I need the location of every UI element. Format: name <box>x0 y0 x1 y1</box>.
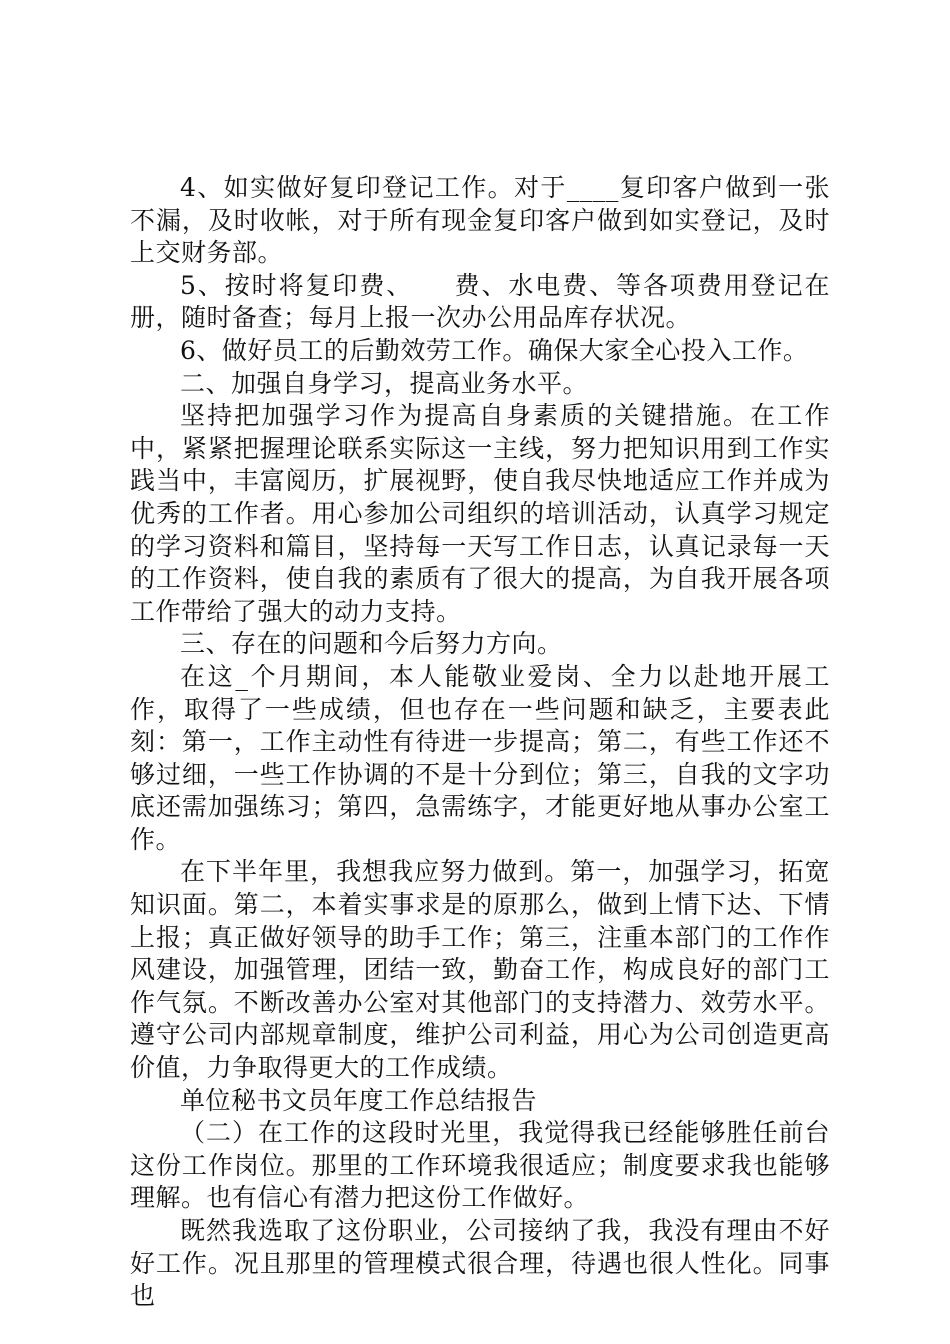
section-heading-2: 二、加强自身学习，提高业务水平。 <box>180 368 589 398</box>
paragraph-career-choice: 既然我选取了这份职业，公司接纳了我，我没有理由不好好工作。况且那里的管理模式很合理，待遇也很人性化。同事也 <box>130 1216 830 1311</box>
section-heading-3: 三、存在的问题和今后努力方向。 <box>180 629 563 659</box>
paragraph-part-2-intro: （二）在工作的这段时光里，我觉得我已经能够胜任前台这份工作岗位。那里的工作环境我很适应；制度要求我也能够理解。也有信心有潜力把这份工作做好。 <box>130 1118 830 1213</box>
paragraph-next-half-year: 在下半年里，我想我应努力做到。第一，加强学习，拓宽知识面。第二，本着实事求是的原那么，做到上情下达、下情上报；真正做好领导的助手工作；第三，注重本部门的工作作风建设，加强管理，团结一致，勤奋工作，构成良好的部门工作气氛。不断改善办公室对其他部门的支持潜力、效劳水平。遵守公司内部规章制度，维护公司利益，用心为公司创造更高价值，力争取得更大的工作成绩。 <box>130 857 830 1083</box>
paragraph-item-4-copy-registration: 4、如实做好复印登记工作。对于____复印客户做到一张不漏，及时收帐，对于所有现金复印客户做到如实登记，及时上交财务部。 <box>130 173 830 268</box>
report-title: 单位秘书文员年度工作总结报告 <box>180 1085 538 1115</box>
paragraph-item-5-fee-registration: 5、按时将复印费、 费、水电费、等各项费用登记在册，随时备查；每月上报一次办公用品库存状况。 <box>130 270 830 333</box>
paragraph-item-6-logistics: 6、做好员工的后勤效劳工作。确保大家全心投入工作。 <box>180 335 809 365</box>
document-body <box>130 172 830 1313</box>
paragraph-problems: 在这_个月期间，本人能敬业爱岗、全力以赴地开展工作，取得了一些成绩，但也存在一些问题和缺乏，主要表此刻：第一，工作主动性有待进一步提高；第二，有些工作还不够过细，一些工作协调的不是十分到位；第三，自我的文字功底还需加强练习；第四，急需练字，才能更好地从事办公室工作。 <box>130 661 830 854</box>
paragraph-study: 坚持把加强学习作为提高自身素质的关键措施。在工作中，紧紧把握理论联系实际这一主线，努力把知识用到工作实践当中，丰富阅历，扩展视野，使自我尽快地适应工作并成为优秀的工作者。用心参加公司组织的培训活动，认真学习规定的学习资料和篇目，坚持每一天写工作日志，认真记录每一天的工作资料，使自我的素质有了很大的提高，为自我开展各项工作带给了强大的动力支持。 <box>130 401 830 626</box>
